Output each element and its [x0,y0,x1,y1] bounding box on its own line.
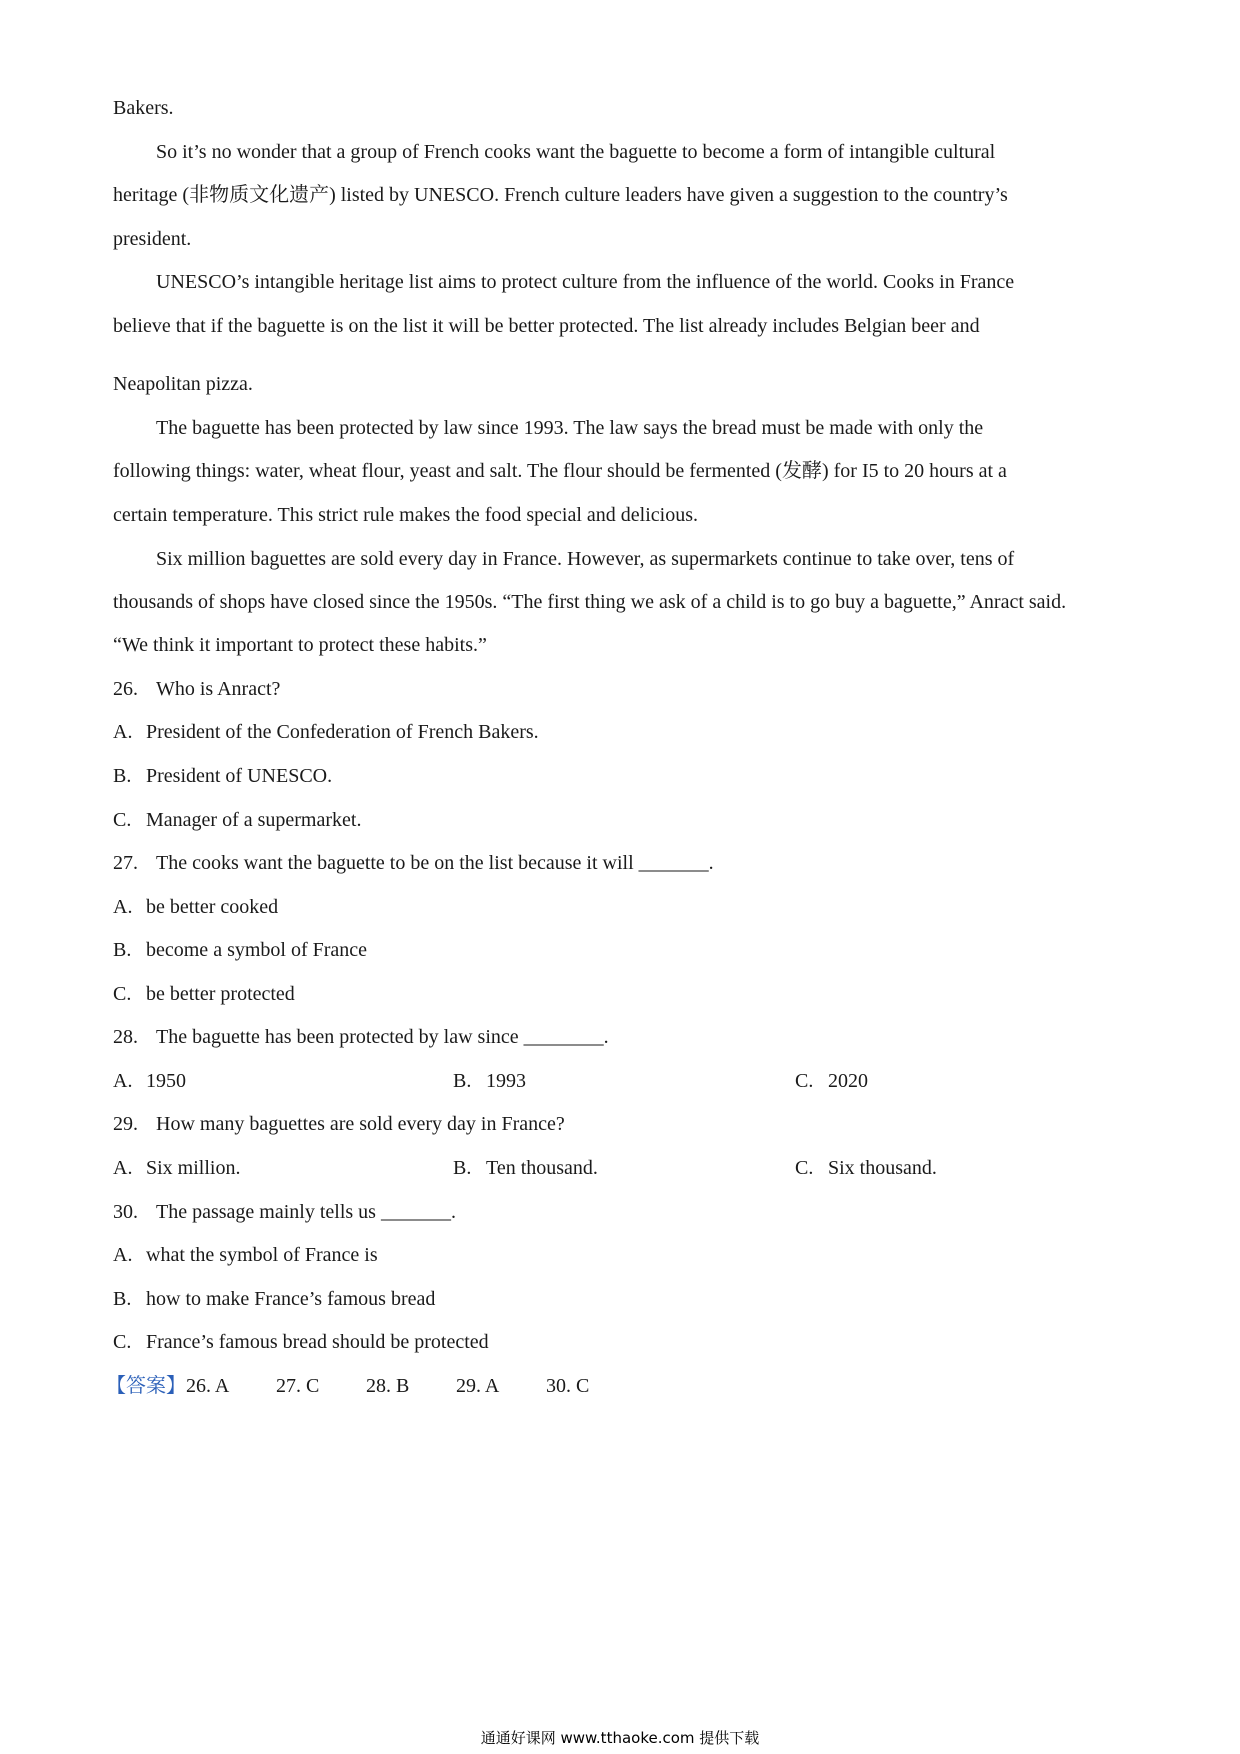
passage-line: “We think it important to protect these habits.” [113,634,487,656]
answer-option [113,1328,489,1356]
question-text: How many baguettes are sold every day in France? [156,1113,565,1135]
question-text: The baguette has been protected by law since ________. [156,1026,609,1048]
question-number: 29. [113,1113,138,1135]
answer-option [113,936,367,964]
question-stem [113,849,714,877]
passage-line: So it’s no wonder that a group of French cooks want the baguette to become a form of intangible cultural [156,141,996,163]
page-footer: 通通好课网 www.tthaoke.com 提供下载 [480,1729,760,1747]
answer-option [113,1154,240,1182]
passage-line: heritage (非物质文化遗产) listed by UNESCO. French culture leaders have given a suggestion to the country’s [113,184,1008,206]
answer-option [795,1067,868,1095]
passage-line: UNESCO’s intangible heritage list aims to protect culture from the influence of the world. Cooks in France [156,271,1015,293]
option-letter: B. [113,1288,132,1310]
option-letter: B. [113,939,132,961]
option-letter: C. [113,1331,132,1353]
option-letter: A. [113,721,133,743]
answer-option [113,806,361,834]
question-stem [113,1198,456,1226]
question-text: The passage mainly tells us _______. [156,1201,456,1223]
answer-option [795,1154,937,1182]
answer-option [113,1067,186,1095]
question-stem [113,1023,609,1051]
passage-line: following things: water, wheat flour, yeast and salt. The flour should be fermented (发酵) for I5 to 20 hours at a [113,460,1007,482]
option-letter: B. [113,765,132,787]
answer-option [453,1067,526,1095]
option-letter: C. [795,1157,814,1179]
option-text: France’s famous bread should be protected [146,1331,489,1353]
passage-line: Six million baguettes are sold every day in France. However, as supermarkets continue to take over, tens of [156,548,1015,570]
passage-line: thousands of shops have closed since the 1950s. “The first thing we ask of a child is to go buy a baguette,” Anract said. [113,591,1067,613]
option-text: Ten thousand. [486,1157,598,1179]
question-text: The cooks want the baguette to be on the list because it will _______. [156,852,714,874]
option-text: be better cooked [146,896,279,918]
answer-option [113,980,295,1008]
option-text: 2020 [828,1070,868,1092]
option-text: 1993 [486,1070,526,1092]
option-letter: A. [113,896,133,918]
option-text: become a symbol of France [146,939,368,961]
answer-item: 29. A [456,1375,500,1397]
option-letter: B. [453,1157,472,1179]
passage-line: believe that if the baguette is on the list it will be better protected. The list already includes Belgian beer and [113,315,980,337]
option-letter: A. [113,1244,133,1266]
question-stem [113,1110,565,1138]
option-letter: C. [113,983,132,1005]
answer-option [113,718,539,746]
question-text: Who is Anract? [156,678,281,700]
option-text: be better protected [146,983,295,1005]
option-text: Manager of a supermarket. [146,809,362,831]
option-text: what the symbol of France is [146,1244,378,1266]
question-number: 30. [113,1201,138,1223]
answer-option [453,1154,598,1182]
option-text: 1950 [146,1070,186,1092]
answer-item: 26. A [186,1375,230,1397]
answer-option [113,762,332,790]
answer-option [113,893,278,921]
option-letter: A. [113,1070,133,1092]
answer-label: 【答案】 [106,1375,186,1397]
option-letter: C. [113,809,132,831]
answer-key [106,1372,589,1400]
question-number: 26. [113,678,138,700]
answer-item: 30. C [546,1375,590,1397]
option-letter: A. [113,1157,133,1179]
answer-item: 28. B [366,1375,410,1397]
passage-line: certain temperature. This strict rule makes the food special and delicious. [113,504,698,526]
question-number: 28. [113,1026,138,1048]
passage-line: Neapolitan pizza. [113,373,253,395]
question-number: 27. [113,852,138,874]
option-text: President of UNESCO. [146,765,333,787]
passage-line: Bakers. [113,97,174,119]
answer-option [113,1241,378,1269]
option-letter: B. [453,1070,472,1092]
answer-option [113,1285,435,1313]
passage-line: The baguette has been protected by law since 1993. The law says the bread must be made with only the [156,417,984,439]
option-text: Six thousand. [828,1157,937,1179]
option-text: how to make France’s famous bread [146,1288,436,1310]
option-letter: C. [795,1070,814,1092]
question-stem [113,675,280,703]
answer-item: 27. C [276,1375,320,1397]
option-text: Six million. [146,1157,241,1179]
option-text: President of the Confederation of French Bakers. [146,721,539,743]
passage-line: president. [113,228,192,250]
